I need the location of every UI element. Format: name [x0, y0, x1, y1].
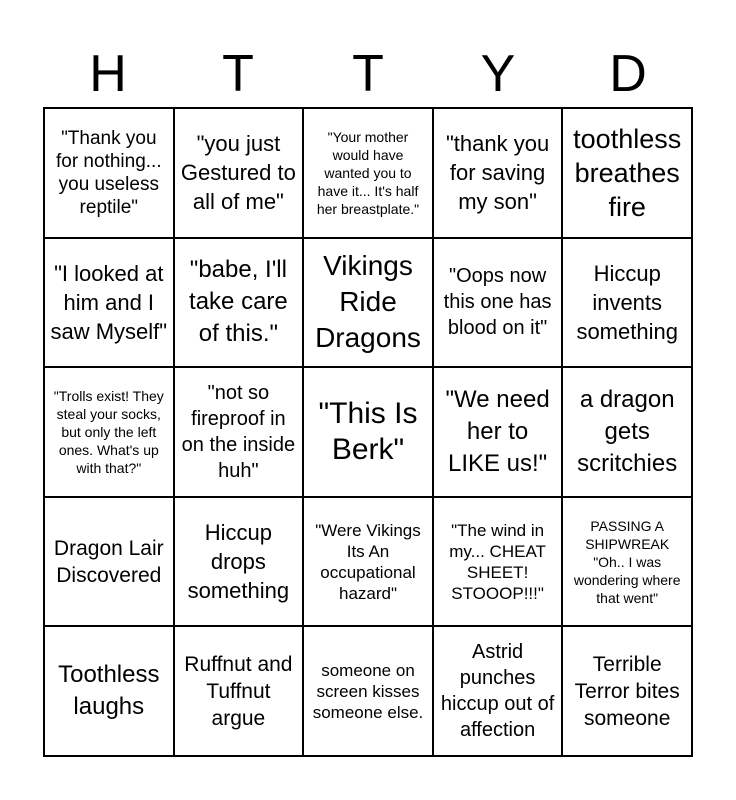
bingo-cell[interactable]	[44, 626, 174, 756]
cell-text: a dragon gets scritchies	[577, 385, 678, 477]
header-letter: D	[609, 45, 647, 103]
cell-text: "Were Vikings Its An occupational hazard"	[315, 520, 421, 603]
header-letter: T	[222, 45, 254, 103]
bingo-cell[interactable]	[303, 108, 433, 238]
cell-text: Dragon Lair Discovered	[53, 536, 164, 587]
cell-text: "This Is Berk"	[318, 396, 418, 466]
header-letter: Y	[480, 45, 516, 103]
cell-text: "babe, I'll take care of this."	[189, 256, 288, 348]
bingo-cell[interactable]	[562, 497, 692, 627]
cell-text: "thank you for saving my son"	[445, 131, 550, 215]
cell-text: "you just Gestured to all of me"	[180, 131, 296, 215]
cell-text: Vikings Ride Dragons	[315, 250, 421, 354]
cell-text: "The wind in my... CHEAT SHEET! STOOOP!!!"	[449, 520, 546, 603]
cell-text: Terrible Terror bites someone	[574, 652, 680, 730]
cell-text: PASSING A SHIPWREAK "Oh.. I was wondering where that went"	[573, 517, 681, 606]
header-letter: T	[352, 45, 384, 103]
bingo-cell[interactable]	[174, 367, 304, 497]
bingo-cell[interactable]	[562, 367, 692, 497]
bingo-cell[interactable]	[303, 497, 433, 627]
cell-text: Hiccup drops something	[187, 520, 290, 604]
bingo-cell[interactable]	[174, 626, 304, 756]
bingo-cell[interactable]	[174, 108, 304, 238]
bingo-cell[interactable]	[44, 108, 174, 238]
cell-text: toothless breathes fire	[573, 123, 682, 222]
bingo-cell[interactable]	[44, 238, 174, 368]
bingo-cell[interactable]	[303, 238, 433, 368]
cell-text: Astrid punches hiccup out of affection	[440, 641, 555, 742]
bingo-cell[interactable]	[303, 626, 433, 756]
cell-text: Hiccup invents something	[576, 260, 678, 344]
bingo-cell[interactable]	[562, 238, 692, 368]
cell-text: "We need her to LIKE us!"	[445, 385, 550, 477]
cell-text: "I looked at him and I saw Myself"	[50, 260, 168, 344]
bingo-cell[interactable]	[44, 367, 174, 497]
bingo-board	[43, 107, 693, 757]
header-letter: H	[89, 45, 127, 103]
cell-text: someone on screen kisses someone else.	[312, 660, 424, 722]
cell-text: "not so fireproof in on the inside huh"	[181, 381, 296, 482]
bingo-cell[interactable]	[562, 108, 692, 238]
cell-text: Ruffnut and Tuffnut argue	[184, 652, 293, 730]
cell-text: "Your mother would have wanted you to have it... It's half her breastplate."	[316, 128, 420, 217]
bingo-cell[interactable]	[174, 238, 304, 368]
bingo-cell[interactable]	[433, 108, 563, 238]
cell-text: "Thank you for nothing... you useless reptile"	[55, 127, 162, 218]
cell-text: "Oops now this one has blood on it"	[443, 265, 552, 340]
bingo-cell[interactable]	[44, 497, 174, 627]
cell-text: "Trolls exist! They steal your socks, but only the left ones. What's up with that?"	[53, 387, 164, 476]
bingo-cell[interactable]	[303, 367, 433, 497]
bingo-cell[interactable]	[433, 497, 563, 627]
bingo-cell[interactable]	[174, 497, 304, 627]
bingo-cell[interactable]	[433, 626, 563, 756]
bingo-cell[interactable]	[562, 626, 692, 756]
bingo-cell[interactable]	[433, 238, 563, 368]
cell-text: Toothless laughs	[58, 661, 160, 721]
bingo-cell[interactable]	[433, 367, 563, 497]
bingo-header	[43, 44, 693, 104]
